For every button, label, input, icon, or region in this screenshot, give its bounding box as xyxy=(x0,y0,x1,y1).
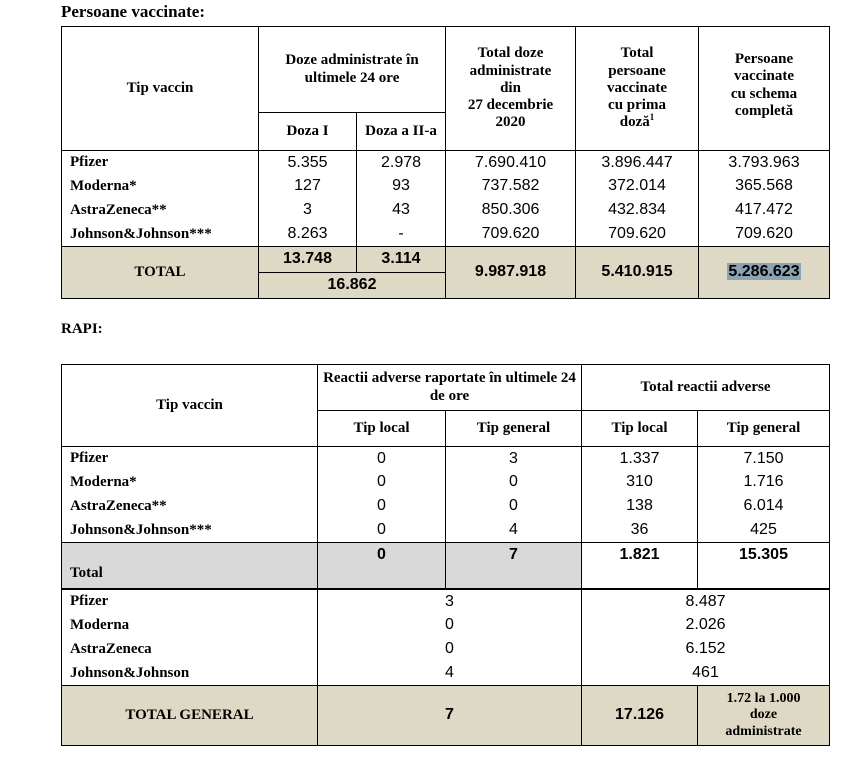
total-doza-2: 3.114 xyxy=(357,247,446,273)
table-cell: 0 xyxy=(446,495,582,519)
table-cell: 0 xyxy=(318,471,446,495)
table-row xyxy=(62,662,830,686)
rapi-table xyxy=(61,364,830,589)
table-cell: 6.014 xyxy=(698,495,830,519)
table-cell: AstraZeneca xyxy=(62,638,318,662)
header-prima-doza xyxy=(576,27,699,151)
table-cell: 0 xyxy=(446,471,582,495)
header-tip-local-total: Tip local xyxy=(582,411,698,447)
table-row xyxy=(62,223,830,247)
text: persoane xyxy=(608,62,666,79)
table-cell: Pfizer xyxy=(62,447,318,471)
table-cell: 15.305 xyxy=(698,543,830,589)
header-schema-completa xyxy=(699,27,830,151)
table-cell: 2.978 xyxy=(357,151,446,175)
text: din xyxy=(500,79,521,96)
total-schema xyxy=(699,247,830,299)
table-row xyxy=(62,519,830,543)
table-row xyxy=(62,471,830,495)
table-cell: 461 xyxy=(582,662,830,686)
table-cell: 1.716 xyxy=(698,471,830,495)
total-general-row xyxy=(62,686,830,746)
table-row xyxy=(62,175,830,199)
table-cell: 6.152 xyxy=(582,638,830,662)
table-cell: 0 xyxy=(318,495,446,519)
table-cell: Pfizer xyxy=(62,590,318,614)
table-cell: 0 xyxy=(318,638,582,662)
table-cell: 737.582 xyxy=(446,175,576,199)
text xyxy=(62,27,830,113)
header-doza-2: Doza a II-a xyxy=(357,113,446,151)
text: vaccinate xyxy=(734,68,794,85)
table-cell: 3 xyxy=(446,447,582,471)
table-cell: 850.306 xyxy=(446,199,576,223)
text: 27 decembrie xyxy=(467,97,554,114)
heading-rapi: RAPI: xyxy=(61,321,103,337)
table-cell: 7 xyxy=(446,543,582,589)
table-cell: 310 xyxy=(582,471,698,495)
table-cell: 0 xyxy=(318,447,446,471)
table-cell: 8.487 xyxy=(582,590,830,614)
vaccinated-table xyxy=(61,26,830,299)
text: 5.286.623 xyxy=(728,263,800,281)
total-row xyxy=(62,543,830,589)
table-cell: 709.620 xyxy=(699,223,830,247)
table-cell: 432.834 xyxy=(576,199,699,223)
table-cell: 138 xyxy=(582,495,698,519)
text: 1 xyxy=(649,112,655,123)
header-tip-local-24h: Tip local xyxy=(318,411,446,447)
table-cell: Moderna* xyxy=(62,175,259,199)
table-cell: 36 xyxy=(582,519,698,543)
total-general-label: TOTAL GENERAL xyxy=(62,686,318,746)
table-row xyxy=(62,495,830,519)
header-tip-general-total: Tip general xyxy=(698,411,830,447)
header-total-doze xyxy=(446,27,576,151)
table-cell: 417.472 xyxy=(699,199,830,223)
table-cell: Total xyxy=(62,543,318,589)
text: completă xyxy=(734,102,794,119)
header-tip-general-24h: Tip general xyxy=(446,411,582,447)
table-cell: Johnson&Johnson*** xyxy=(62,223,259,247)
table-cell: Johnson&Johnson xyxy=(62,662,318,686)
total-doze: 9.987.918 xyxy=(446,247,576,299)
table-cell: 8.263 xyxy=(259,223,357,247)
table-cell: 3.793.963 xyxy=(699,151,830,175)
header-doze-24h: Doze administrate în ultimele 24 ore xyxy=(259,27,446,113)
table-row xyxy=(62,447,830,471)
text xyxy=(62,247,830,273)
text: doză xyxy=(619,114,650,131)
text: administrate xyxy=(469,62,552,79)
table-cell: Moderna* xyxy=(62,471,318,495)
table-cell: 2.026 xyxy=(582,614,830,638)
header-tip-vaccin: Tip vaccin xyxy=(62,27,259,151)
table-cell: 93 xyxy=(357,175,446,199)
table-row xyxy=(62,638,830,662)
header-tip-vaccin: Tip vaccin xyxy=(62,365,318,447)
table-cell: - xyxy=(357,223,446,247)
header-total-reactii: Total reactii adverse xyxy=(582,365,830,411)
table-row xyxy=(62,590,830,614)
table-cell: 3.896.447 xyxy=(576,151,699,175)
table-cell: 0 xyxy=(318,543,446,589)
header-doza-1: Doza I xyxy=(259,113,357,151)
table-cell: 3 xyxy=(318,590,582,614)
table-cell: 3 xyxy=(259,199,357,223)
table-row xyxy=(62,199,830,223)
table-cell: 0 xyxy=(318,614,582,638)
total-prima: 5.410.915 xyxy=(576,247,699,299)
text: doze xyxy=(749,707,778,723)
header-reactii-24h: Reactii adverse raportate în ultimele 24 de ore xyxy=(318,365,582,411)
table-row xyxy=(62,614,830,638)
text: 1.72 la 1.000 xyxy=(726,691,801,707)
table-cell: 127 xyxy=(259,175,357,199)
total-24h-sum: 16.862 xyxy=(259,273,446,299)
total-general-24h: 7 xyxy=(318,686,582,746)
table-cell: 425 xyxy=(698,519,830,543)
text: cu prima xyxy=(608,97,666,114)
table-cell: 4 xyxy=(318,662,582,686)
table-cell: 7.690.410 xyxy=(446,151,576,175)
text: administrate xyxy=(725,723,802,739)
text: Total doze xyxy=(477,45,544,62)
text: Persoane xyxy=(734,51,794,67)
table-cell: 709.620 xyxy=(576,223,699,247)
heading-vaccinated: Persoane vaccinate: xyxy=(61,2,205,21)
table-cell: 365.568 xyxy=(699,175,830,199)
text: cu schema xyxy=(730,85,798,102)
text xyxy=(62,365,830,411)
table-cell: 5.355 xyxy=(259,151,357,175)
table-cell: 1.821 xyxy=(582,543,698,589)
text: vaccinate xyxy=(607,79,667,96)
table-cell: AstraZeneca** xyxy=(62,495,318,519)
table-cell: AstraZeneca** xyxy=(62,199,259,223)
total-general-rate xyxy=(698,686,830,746)
table-cell: Johnson&Johnson*** xyxy=(62,519,318,543)
table-cell: 4 xyxy=(446,519,582,543)
text: 2020 xyxy=(495,114,526,131)
total-doza-1: 13.748 xyxy=(259,247,357,273)
rapi-summary-table xyxy=(61,589,830,746)
text xyxy=(576,114,698,131)
total-label: TOTAL xyxy=(62,247,259,299)
table-row xyxy=(62,151,830,175)
total-general-reactii: 17.126 xyxy=(582,686,698,746)
table-cell: 1.337 xyxy=(582,447,698,471)
table-cell: Moderna xyxy=(62,614,318,638)
table-cell: 7.150 xyxy=(698,447,830,471)
table-cell: 43 xyxy=(357,199,446,223)
table-cell: 709.620 xyxy=(446,223,576,247)
table-cell: 372.014 xyxy=(576,175,699,199)
text: Total xyxy=(620,45,654,62)
table-cell: Pfizer xyxy=(62,151,259,175)
table-cell: 0 xyxy=(318,519,446,543)
